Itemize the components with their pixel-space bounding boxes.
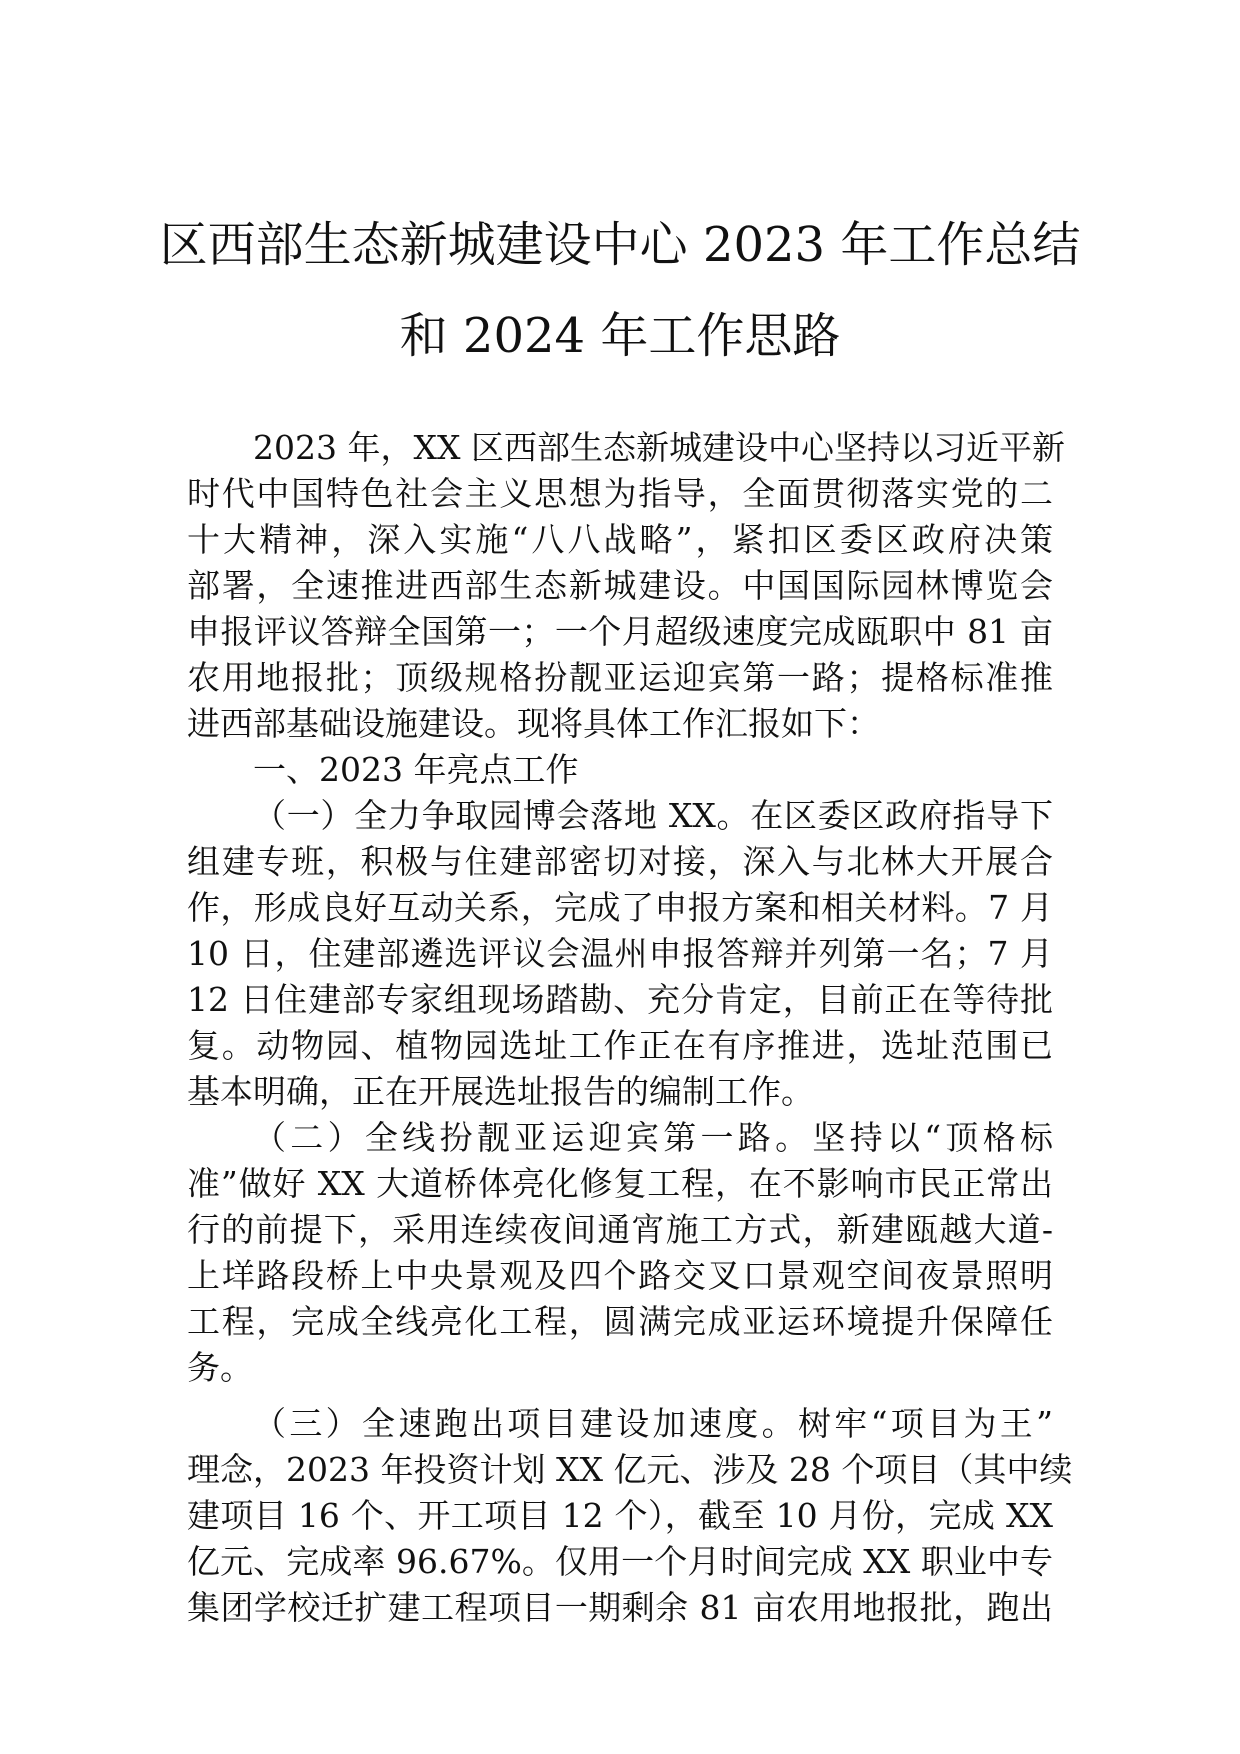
body-text-line: 集团学校迁扩建工程项目一期剩余 81 亩农用地报批，跑出 — [187, 1588, 1053, 1627]
body-text-line: 理念，2023 年投资计划 XX 亿元、涉及 28 个项目（其中续 — [187, 1450, 1073, 1489]
body-text-line: 进西部基础设施建设。现将具体工作汇报如下： — [187, 704, 880, 743]
body-text-line: 准”做好 XX 大道桥体亮化修复工程，在不影响市民正常出 — [187, 1164, 1053, 1203]
body-text-line: 十大精神，深入实施“八八战略”，紧扣区委区政府决策 — [187, 520, 1053, 559]
body-text-line: 亿元、完成率 96.67%。仅用一个月时间完成 XX 职业中专 — [187, 1542, 1053, 1581]
section-heading: 一、2023 年亮点工作 — [253, 750, 579, 789]
body-text-line: 2023 年，XX 区西部生态新城建设中心坚持以习近平新 — [253, 428, 1065, 467]
body-text-line: 上垟路段桥上中央景观及四个路交叉口景观空间夜景照明 — [187, 1256, 1053, 1295]
document-title-line-2: 和 2024 年工作思路 — [399, 308, 841, 364]
body-text-line: 作，形成良好互动关系，完成了申报方案和相关材料。7 月 — [187, 888, 1053, 927]
body-text-line: 10 日，住建部遴选评议会温州申报答辩并列第一名；7 月 — [187, 934, 1053, 973]
body-text-line: 申报评议答辩全国第一；一个月超级速度完成瓯职中 81 亩 — [187, 612, 1053, 651]
body-text-line: 组建专班，积极与住建部密切对接，深入与北林大开展合 — [187, 842, 1053, 881]
body-text-line: 农用地报批；顶级规格扮靓亚运迎宾第一路；提格标准推 — [187, 658, 1053, 697]
body-text-line: 复。动物园、植物园选址工作正在有序推进，选址范围已 — [187, 1026, 1053, 1065]
body-text-line: 行的前提下，采用连续夜间通宵施工方式，新建瓯越大道- — [187, 1210, 1053, 1249]
document-title-line-1: 区西部生态新城建设中心 2023 年工作总结 — [159, 217, 1081, 273]
subsection-heading-line: （三）全速跑出项目建设加速度。树牢“项目为王” — [253, 1404, 1053, 1443]
body-text-line: 部署，全速推进西部生态新城建设。中国国际园林博览会 — [187, 566, 1053, 605]
body-text-line: 建项目 16 个、开工项目 12 个），截至 10 月份，完成 XX — [187, 1496, 1053, 1535]
subsection-heading-line: （一）全力争取园博会落地 XX。在区委区政府指导下 — [253, 796, 1053, 835]
document-body — [187, 425, 1073, 1631]
body-text-line: 工程，完成全线亮化工程，圆满完成亚运环境提升保障任 — [187, 1302, 1053, 1341]
body-text-line: 务。 — [187, 1348, 253, 1387]
subsection-heading-line: （二）全线扮靓亚运迎宾第一路。坚持以“顶格标 — [253, 1118, 1053, 1157]
body-text-line: 基本明确，正在开展选址报告的编制工作。 — [187, 1072, 814, 1111]
body-text-line: 时代中国特色社会主义思想为指导，全面贯彻落实党的二 — [187, 474, 1053, 513]
body-text-line: 12 日住建部专家组现场踏勘、充分肯定，目前正在等待批 — [187, 980, 1053, 1019]
